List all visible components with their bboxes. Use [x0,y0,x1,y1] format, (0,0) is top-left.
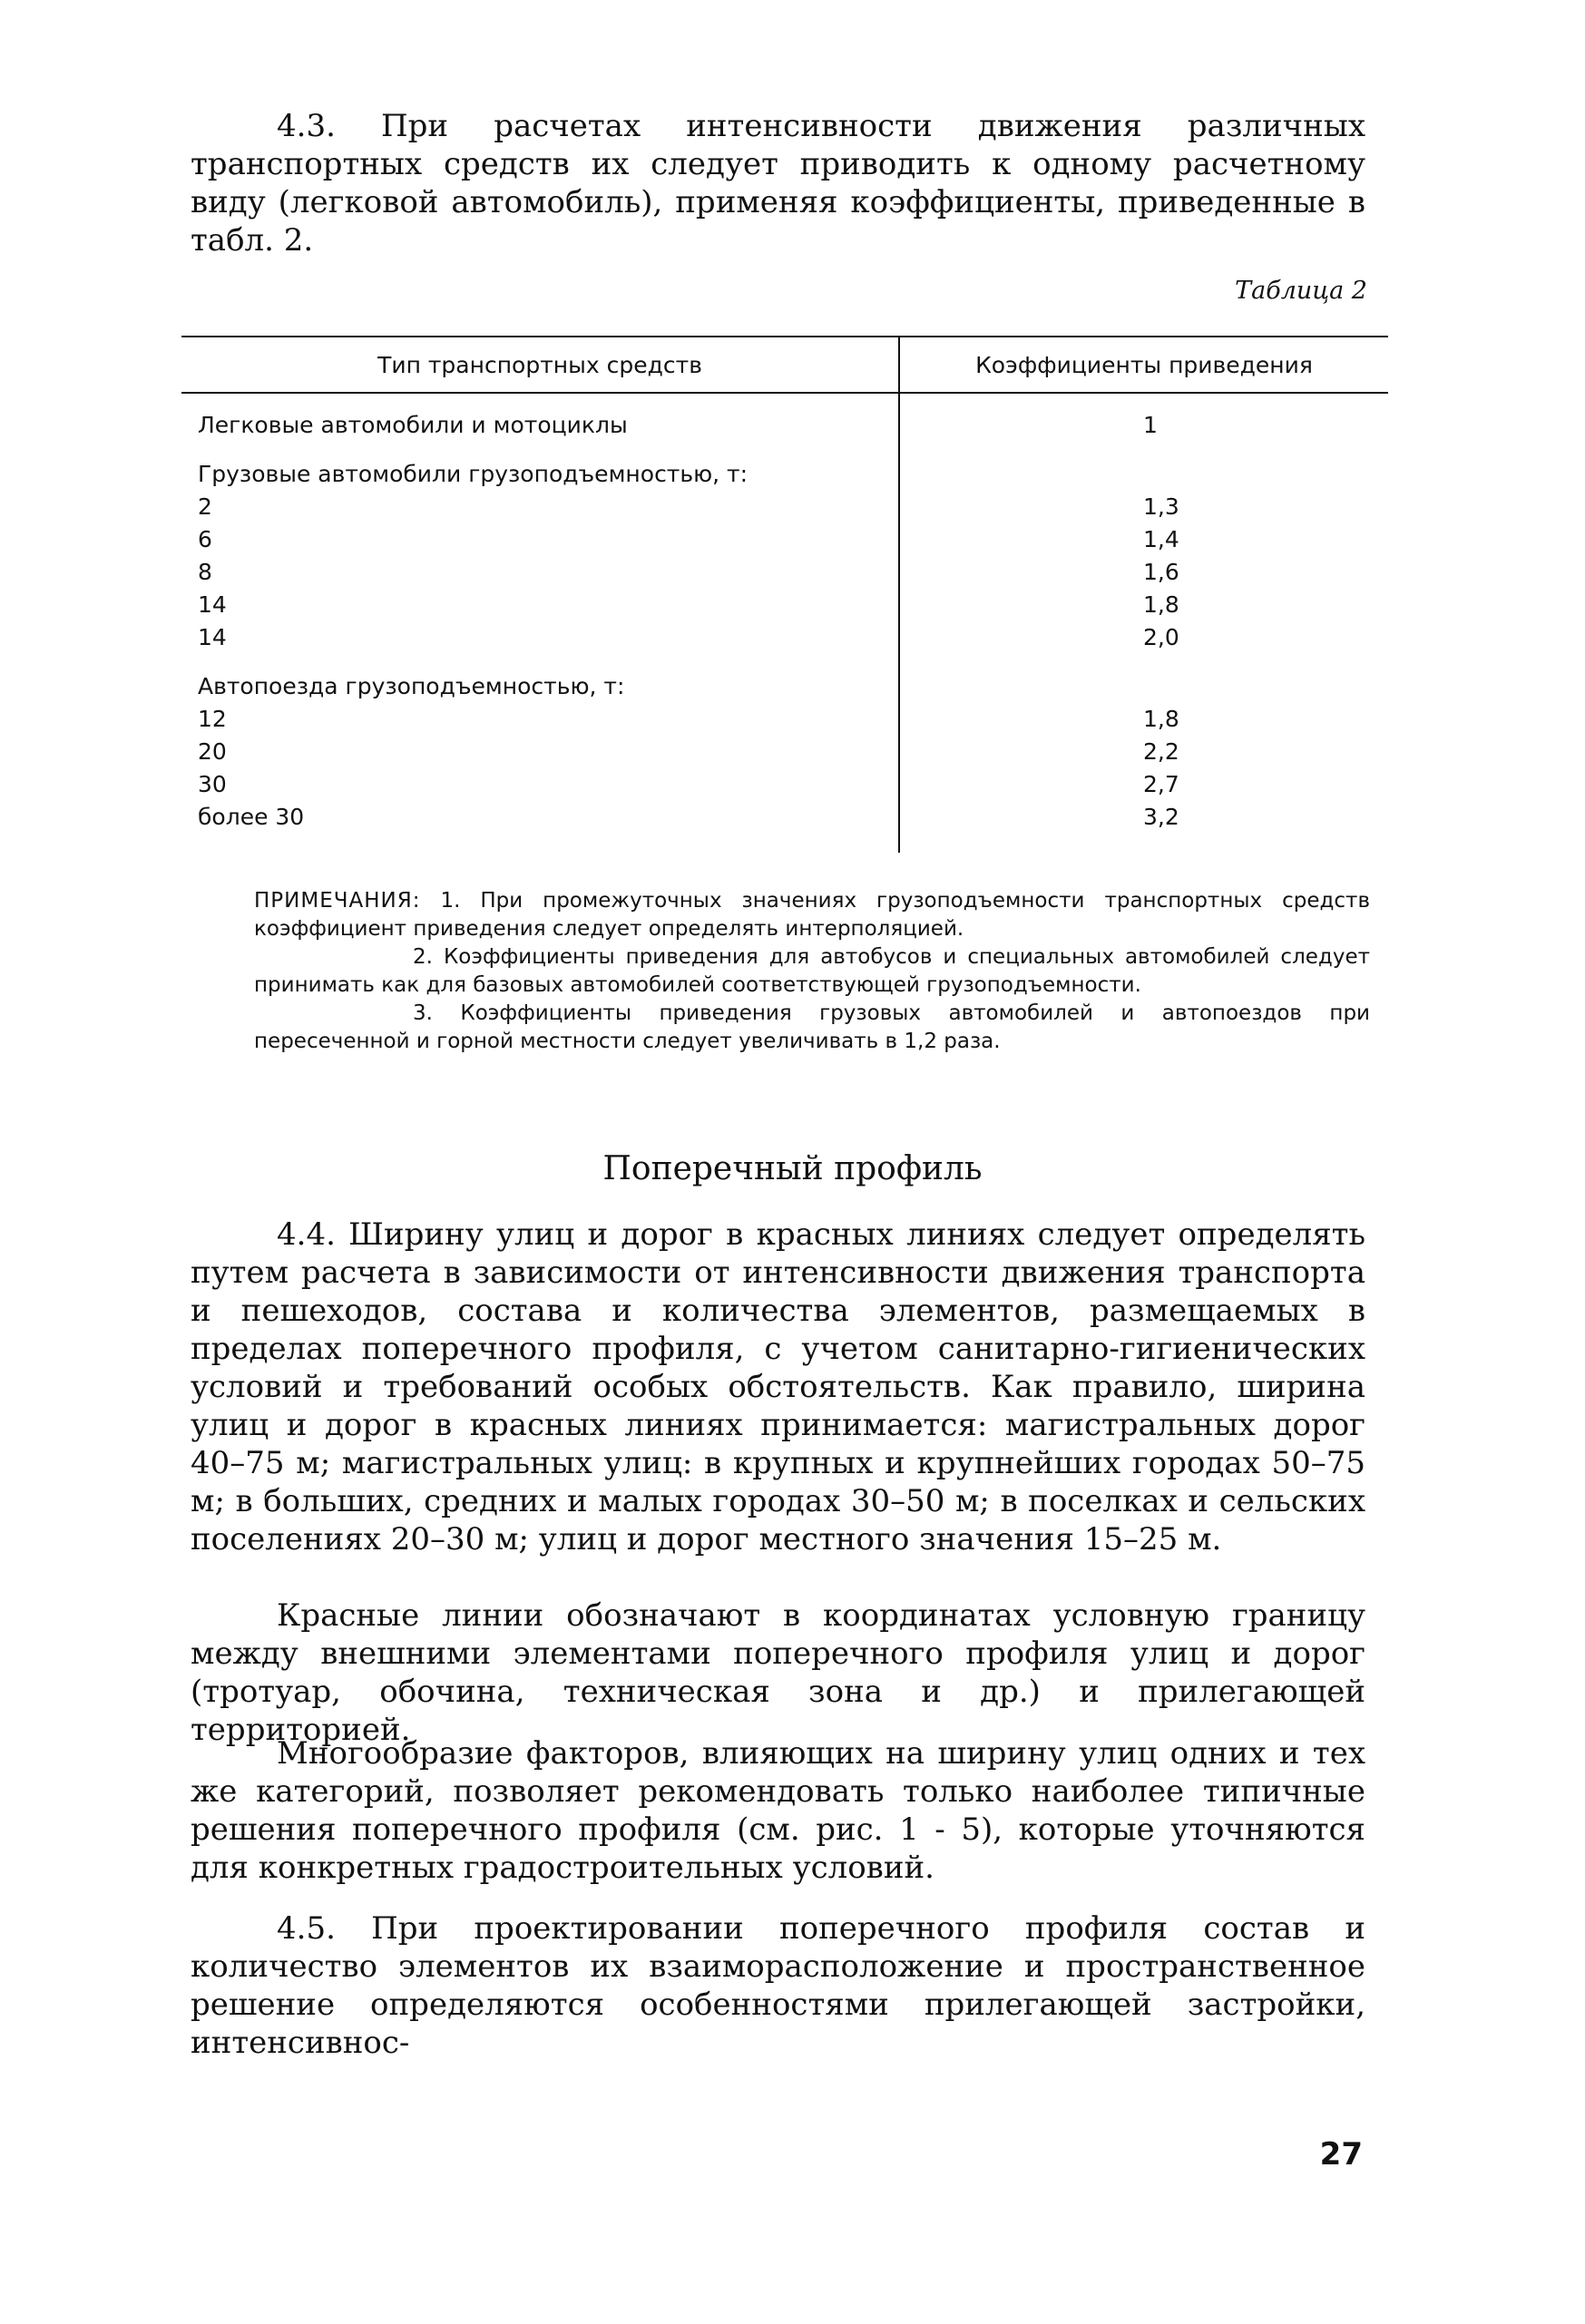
table-row [181,669,1388,702]
cell-type: более 30 [198,804,305,830]
cell-type: 20 [198,738,227,765]
table-header-coefficient: Коэффициенты приведения [975,352,1313,378]
cell-type: 14 [198,624,227,650]
table-row [181,522,1388,555]
paragraph-red-lines: Красные линии обозначают в координатах условную границу между внешними элементами поперечного профиля улиц и дорог (тротуар, обочина, техническая зона и др.) и прилегающей территорией. [191,1597,1365,1748]
cell-coef: 1,3 [1143,493,1179,520]
table-row [181,735,1388,767]
coefficients-table [181,336,1388,853]
table-header-rule [181,392,1388,394]
table-top-rule [181,336,1388,337]
table-caption: Таблица 2 [1235,277,1367,305]
table-row [181,620,1388,653]
cell-coef: 2,7 [1143,771,1179,797]
table-notes [254,887,1370,1056]
cell-coef: 1,6 [1143,559,1179,585]
table-row [181,702,1388,735]
table-body [181,408,1388,833]
paragraph-4-5: 4.5. При проектировании поперечного профиля состав и количество элементов их взаиморасположение и пространственное решение определяются особенностями прилегающей застройки, интенсивнос- [191,1910,1365,2061]
cell-coef: 3,2 [1143,804,1179,830]
table-row [181,555,1388,588]
paragraph-factors: Многообразие факторов, влияющих на ширину улиц одних и тех же категорий, позволяет рекомендовать только наиболее типичные решения поперечного профиля (см. рис. 1 - 5), которые уточняются для конкретных градостроительных условий. [191,1735,1365,1886]
cell-type: 30 [198,771,227,797]
cell-type: 6 [198,526,212,552]
note-1-text: 1. При промежуточных значениях грузоподъемности транспортных средств коэффициент приведения следует определять интерполяцией. [254,889,1370,941]
paragraph-4-3: 4.3. При расчетах интенсивности движения различных транспортных средств их следует приводить к одному расчетному виду (легковой автомобиль), применяя коэффициенты, приведенные в табл. 2. [191,108,1365,259]
cell-coef: 1 [1143,412,1158,438]
cell-coef: 2,0 [1143,624,1179,650]
table-row [181,767,1388,800]
page-number: 27 [1319,2136,1363,2173]
cell-coef: 1,8 [1143,591,1179,618]
table-row [181,490,1388,522]
cell-type: 12 [198,706,227,732]
note-2: 2. Коэффициенты приведения для автобусов и специальных автомобилей следует принимать как для базовых автомобилей соответствующей грузоподъемности. [254,945,1370,997]
table-row [181,457,1388,490]
cell-coef: 1,8 [1143,706,1179,732]
note-3: 3. Коэффициенты приведения грузовых автомобилей и автопоездов при пересеченной и горной местности следует увеличивать в 1,2 раза. [254,1001,1370,1053]
note-1 [254,887,1370,943]
cell-type: 8 [198,559,212,585]
table-header-type: Тип транспортных средств [377,352,702,378]
cell-type: Грузовые автомобили грузоподъемностью, т: [198,461,748,487]
cell-coef: 1,4 [1143,526,1179,552]
notes-label: ПРИМЕЧАНИЯ: [254,889,421,913]
cell-type: Легковые автомобили и мотоциклы [198,412,628,438]
cell-type: Автопоезда грузоподъемностью, т: [198,673,625,699]
section-title: Поперечный профиль [602,1150,983,1187]
paragraph-4-4: 4.4. Ширину улиц и дорог в красных линиях следует определять путем расчета в зависимости от интенсивности движения транспорта и пешеходов, состава и количества элементов, размещаемых в пределах поперечного профиля, с учетом санитарно-гигиенических условий и требований особых обстоятельств. Как правило, ширина улиц и дорог в красных линиях принимается: магистральных дорог 40–75 м; магистральных улиц: в крупных и крупнейших городах 50–75 м; в больших, средних и малых городах 30–50 м; в поселках и сельских поселениях 20–30 м; улиц и дорог местного значения 15–25 м. [191,1216,1365,1557]
cell-type: 2 [198,493,212,520]
cell-coef: 2,2 [1143,738,1179,765]
table-row [181,588,1388,620]
table-row [181,408,1388,441]
table-row [181,800,1388,833]
cell-type: 14 [198,591,227,618]
